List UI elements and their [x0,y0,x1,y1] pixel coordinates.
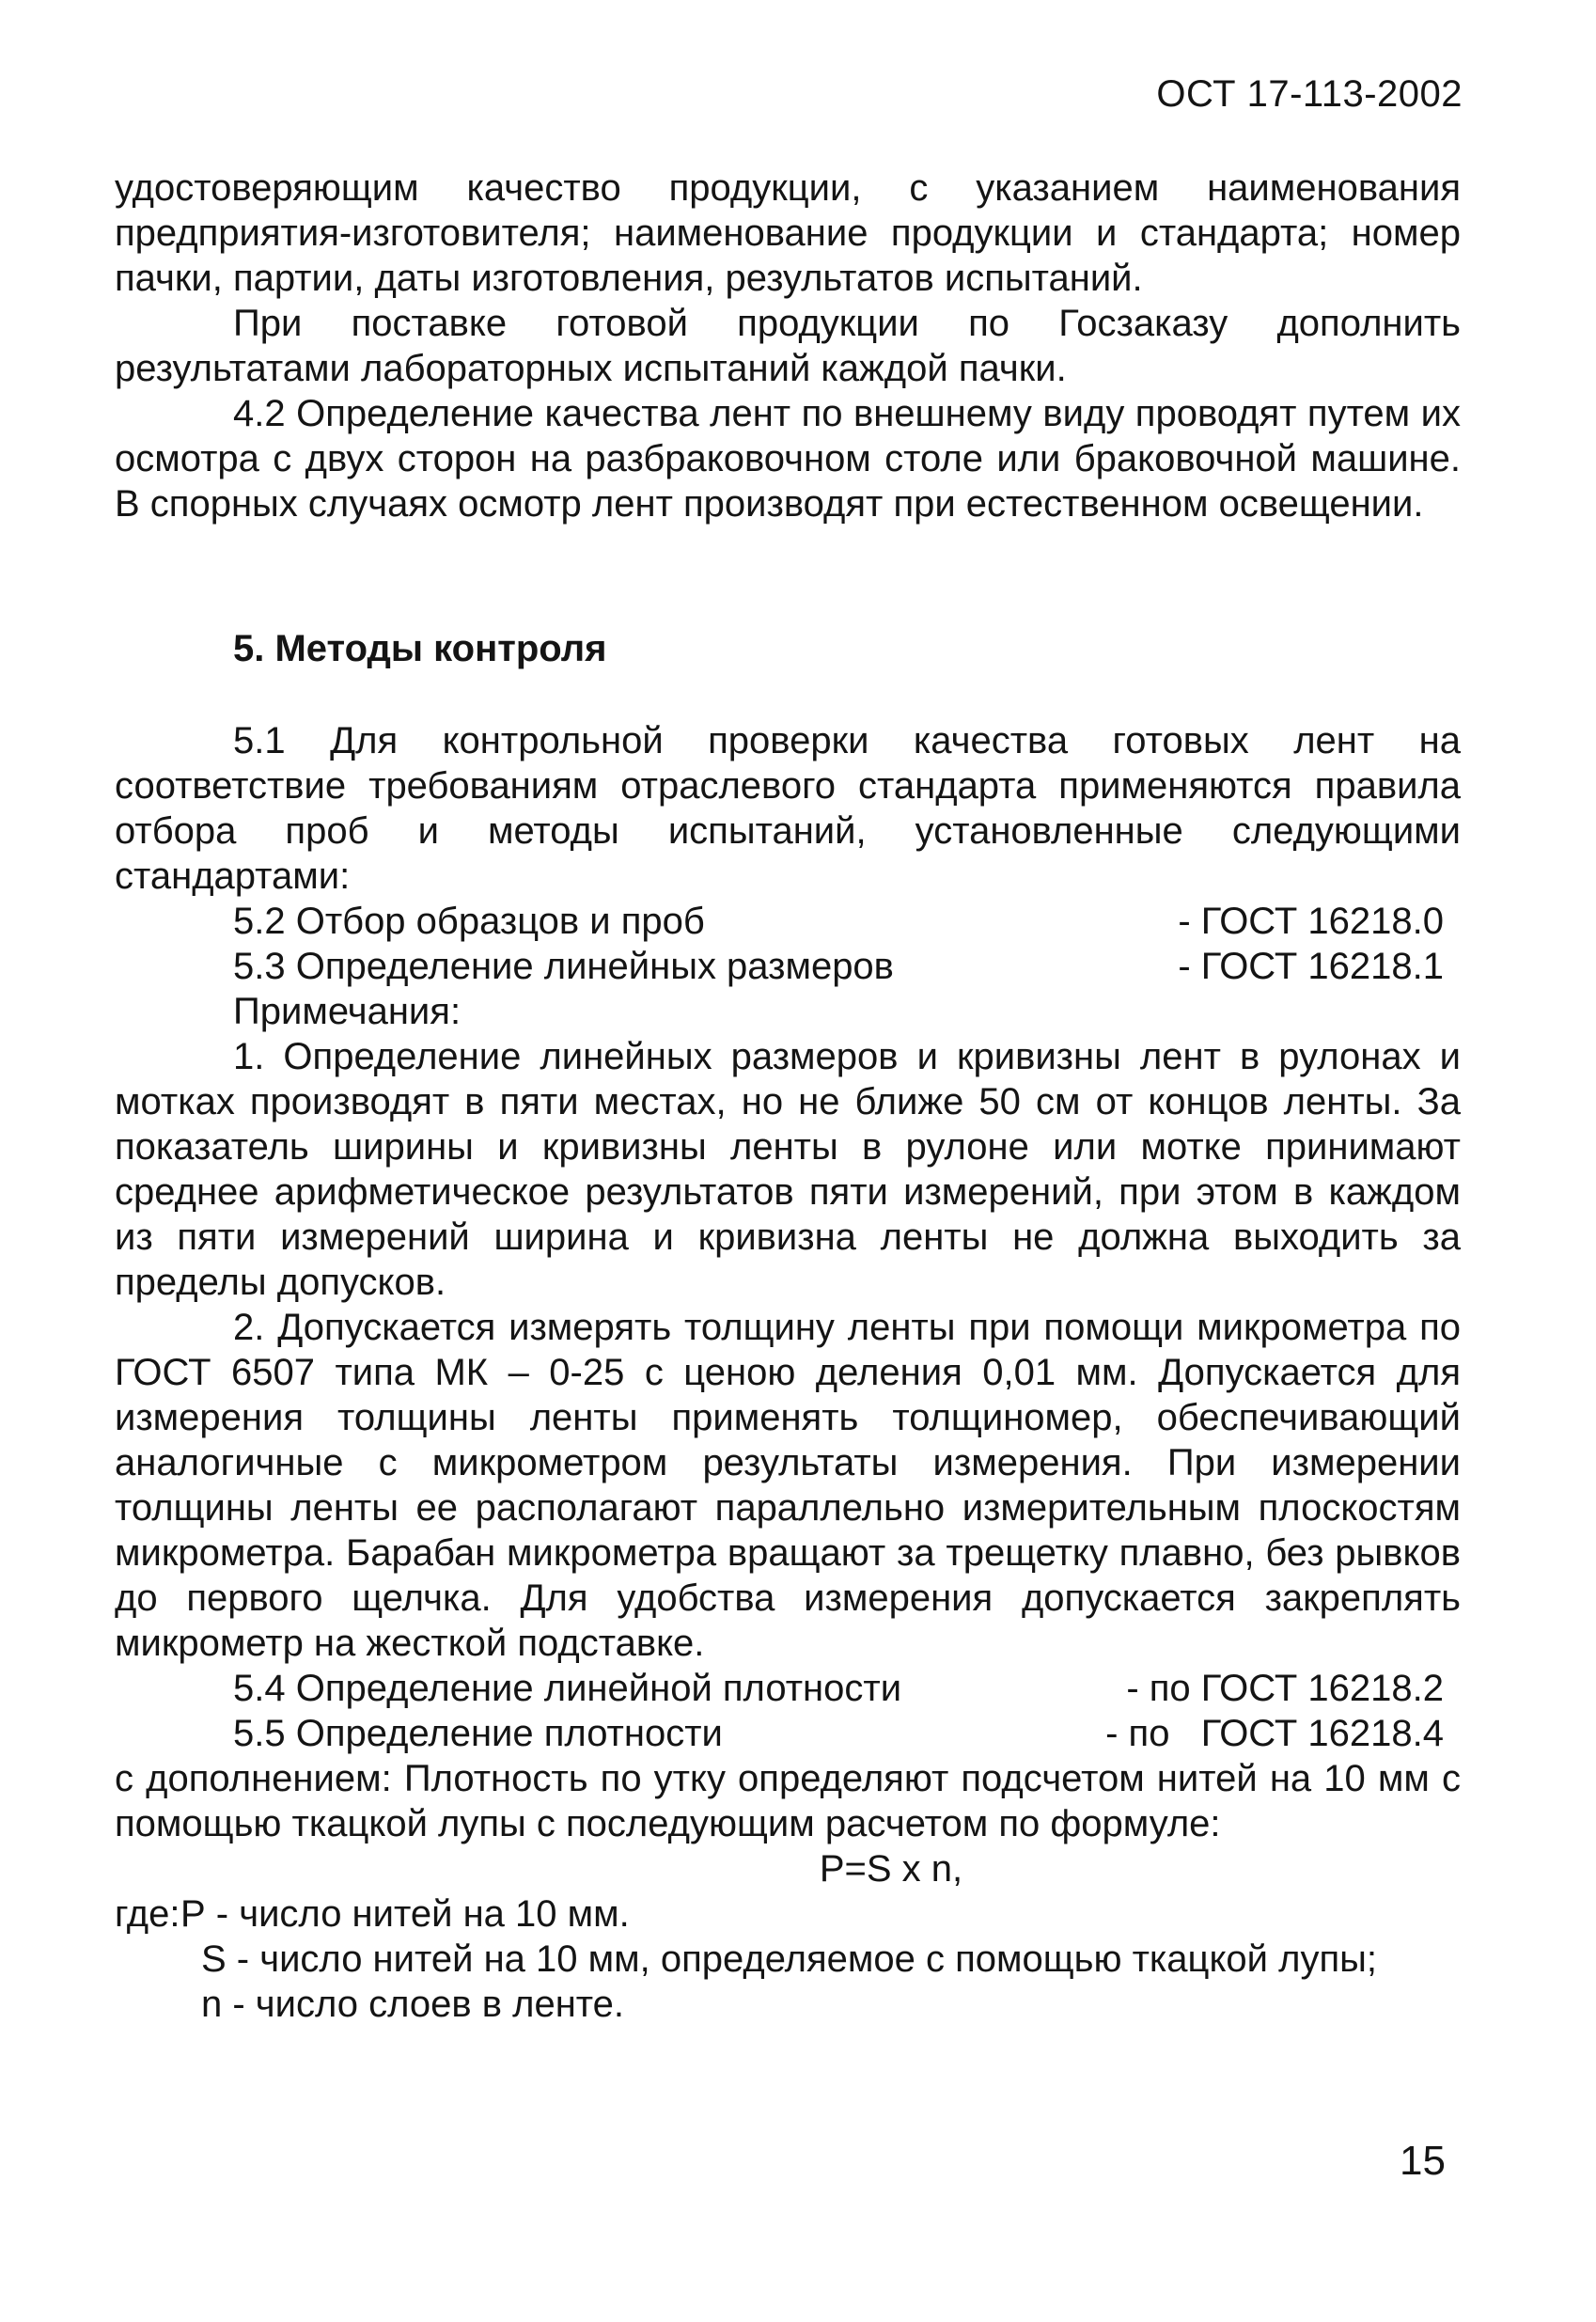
standard-label: 5.2 Отбор образцов и проб [233,901,705,942]
standard-reference: - по ГОСТ 16218.2 [1126,1668,1444,1709]
standard-row-5-4 [115,1666,1461,1711]
paragraph-state-order: При поставке готовой продукции по Госзаказу дополнить результатами лабораторных испытаний каждой пачки. [115,303,1461,389]
paragraph-4-2: 4.2 Определение качества лент по внешнему виду проводят путем их осмотра с двух сторон на разбраковочном столе или браковочной машине. В спорных случаях осмотр лент производят при естественном освещении. [115,393,1461,525]
standard-reference: - ГОСТ 16218.1 [1178,946,1444,987]
document-code: ОСТ 17-113-2002 [1156,73,1463,115]
standard-reference: - по ГОСТ 16218.4 [1105,1713,1444,1754]
paragraph-quality-document: удостоверяющим качество продукции, с указанием наименования предприятия-изготовителя; наименование продукции и стандарта; номер пачки, партии, даты изготовления, результатов испытаний. [115,167,1461,299]
standard-label: 5.4 Определение линейной плотности [233,1668,902,1709]
formula: P=S x n, [819,1848,963,1890]
standard-row-5-3 [115,944,1461,989]
section-4-continuation [115,165,1461,526]
variable-s: S - число нитей на 10 мм, определяемое с помощью ткацкой лупы; [201,1938,1377,1980]
variable-p: Р - число нитей на 10 мм. [180,1893,630,1935]
standard-label: 5.5 Определение плотности [233,1713,723,1754]
notes-title: Примечания: [233,991,462,1032]
page-number: 15 [1400,2138,1446,2184]
where-label: где: [115,1893,180,1935]
note-2: 2. Допускается измерять толщину ленты при помощи микрометра по ГОСТ 6507 типа МК – 0-25 с ценою деления 0,01 мм. Допускается для измерения толщины ленты применять толщиномер, обеспечивающий аналогичные с микрометром результаты измерения. При измерении толщины ленты ее располагают параллельно измерительным плоскостям микрометра. Барабан микрометра вращают за трещетку плавно, без рывков до первого щелчка. Для удобства измерения допускается закреплять микрометр на жесткой подставке. [115,1307,1461,1664]
note-1: 1. Определение линейных размеров и кривизны лент в рулонах и мотках производят в пяти местах, но не ближе 50 см от концов ленты. За показатель ширины и кривизны ленты в рулоне или мотке принимают среднее арифметическое результатов пяти измерений, при этом в каждом из пяти измерений ширина и кривизна ленты не должна выходить за пределы допусков. [115,1036,1461,1303]
paragraph-5-5-addition: с дополнением: Плотность по утку определяют подсчетом нитей на 10 мм с помощью ткацкой лупы с последующим расчетом по формуле: [115,1758,1461,1844]
section-5-body [115,718,1461,2027]
standard-row-5-5 [115,1711,1461,1756]
variable-n: n - число слоев в ленте. [201,1984,625,2025]
standard-row-5-2 [115,899,1461,944]
standard-reference: - ГОСТ 16218.0 [1178,901,1444,942]
paragraph-5-1: 5.1 Для контрольной проверки качества готовых лент на соответствие требованиям отраслевого стандарта применяются правила отбора проб и методы испытаний, установленные следующими стандартами: [115,720,1461,897]
formula-legend [115,1891,1461,1937]
section-title: 5. Методы контроля [233,628,607,669]
standard-label: 5.3 Определение линейных размеров [233,946,894,987]
